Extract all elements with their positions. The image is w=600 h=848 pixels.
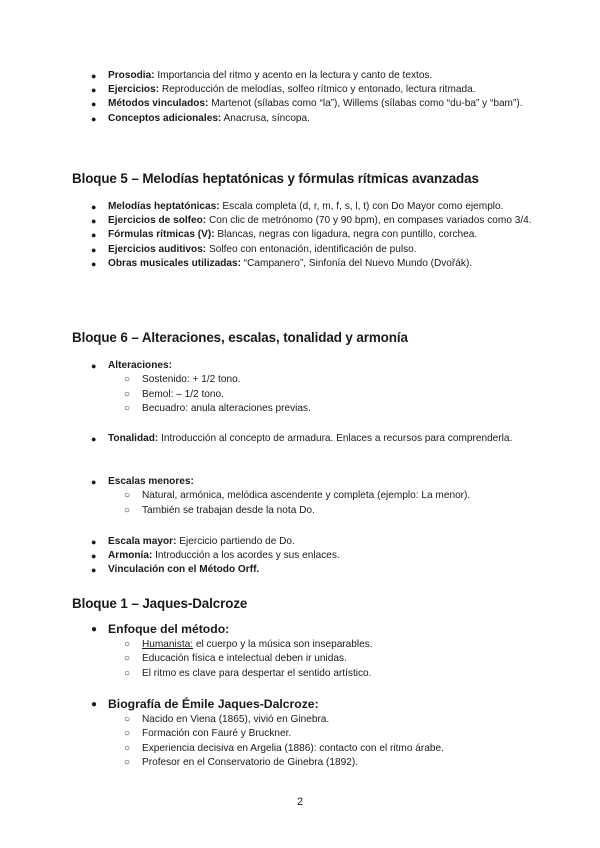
sub-bullet-icon: ○ xyxy=(124,653,131,665)
list-item: ● Alteraciones: ○ Sostenido: + 1/2 tono. ○ Bemol: – 1/2 tono. ○ Becuadro: anula alteraciones previas. xyxy=(0,359,600,417)
sub-bullet-icon: ○ xyxy=(124,667,131,679)
sub-list-item: ○ El ritmo es clave para despertar el sentido artístico. xyxy=(108,667,540,682)
sub-list-item: ○ Educación física e intelectual deben ir unidas. xyxy=(108,652,540,667)
sub-list-item: ○ Experiencia decisiva en Argelia (1886): contacto con el ritmo árabe. xyxy=(108,742,540,757)
list-item: ● Ejercicios auditivos: Solfeo con entonación, identificación de pulso. xyxy=(0,243,600,257)
sub-bullet-icon: ○ xyxy=(124,374,131,386)
bloque6-list-rest xyxy=(0,535,600,578)
list-item: ● Enfoque del método: ○ Humanista: el cuerpo y la música son inseparables. ○ Educación física e intelectual deben ir unidas. ○ El ritmo es clave para despertar el sentido artístico. xyxy=(0,622,600,681)
intro-list xyxy=(0,69,600,126)
list-item: ● Ejercicios de solfeo: Con clic de metrónomo (70 y 90 bpm), en compases variados como 3/4. xyxy=(0,214,600,228)
sub-list xyxy=(108,373,540,417)
bullet-icon: ● xyxy=(91,537,97,547)
bullet-icon: ● xyxy=(91,113,97,124)
list-item: ● Escalas menores: ○ Natural, armónica, melódica ascendente y completa (ejemplo: La menor). ○ También se trabajan desde la nota Do. xyxy=(0,475,600,518)
sub-list-item: ○ Nacido en Viena (1865), vivió en Ginebra. xyxy=(108,713,540,728)
bloque6-list-alteraciones xyxy=(0,359,600,417)
list-item: ● Escala mayor: Ejercicio partiendo de Do. xyxy=(0,535,600,549)
section-heading-bloque-5: Bloque 5 – Melodías heptatónicas y fórmulas rítmicas avanzadas xyxy=(72,171,479,186)
sub-list-item: ○ Becuadro: anula alteraciones previas. xyxy=(108,402,540,417)
bullet-icon: ● xyxy=(91,71,97,81)
bloque6-list-escalas-menores xyxy=(0,475,600,518)
sub-list-item: ○ Natural, armónica, melódica ascendente y completa (ejemplo: La menor). xyxy=(108,489,540,504)
sub-list-item: ○ Humanista: el cuerpo y la música son inseparables. xyxy=(108,638,540,653)
sub-bullet-icon: ○ xyxy=(124,638,131,650)
bloque6-list-tonalidad xyxy=(0,432,600,446)
bullet-icon: ● xyxy=(91,624,98,635)
sub-bullet-icon: ○ xyxy=(124,403,131,415)
bullet-icon: ● xyxy=(91,230,97,241)
list-item: ● Biografía de Émile Jaques-Dalcroze: ○ Nacido en Viena (1865), vivió en Ginebra. ○ Formación con Fauré y Bruckner. ○ Experiencia decisiva en Argelia (1886): contacto con el ritmo árabe. ○ Profesor en el Conservatorio de Ginebra (1892). xyxy=(0,697,600,771)
bullet-icon: ● xyxy=(91,99,97,110)
list-item: ● Prosodia: Importancia del ritmo y acento en la lectura y canto de textos. xyxy=(0,69,600,83)
page-number: 2 xyxy=(296,796,304,808)
list-item: ● Obras musicales utilizadas: “Campanero”, Sinfonía del Nuevo Mundo (Dvořák). xyxy=(0,257,600,271)
bloque1-list-biografia xyxy=(0,697,600,771)
list-item: ● Ejercicios: Reproducción de melodías, solfeo rítmico y entonado, lectura ritmada. xyxy=(0,83,600,97)
list-item: ● Fórmulas rítmicas (V): Blancas, negras con ligadura, negra con puntillo, corchea. xyxy=(0,228,600,242)
bullet-icon: ● xyxy=(91,477,97,487)
list-item: ● Conceptos adicionales: Anacrusa, síncopa. xyxy=(0,112,600,126)
bloque5-list xyxy=(0,200,600,271)
list-item: ● Armonía: Introducción a los acordes y sus enlaces. xyxy=(0,549,600,563)
list-item: ● Vinculación con el Método Orff. xyxy=(0,563,600,577)
bullet-icon: ● xyxy=(91,202,97,212)
bullet-icon: ● xyxy=(91,216,97,227)
sub-list-item: ○ Formación con Fauré y Bruckner. xyxy=(108,727,540,742)
bullet-icon: ● xyxy=(91,258,97,269)
bullet-icon: ● xyxy=(91,565,97,576)
sub-list-item: ○ Sostenido: + 1/2 tono. xyxy=(108,373,540,388)
list-item: ● Métodos vinculados: Martenot (sílabas como “la”), Willems (sílabas como “du-ba” y “bam”). xyxy=(0,97,600,111)
bullet-icon: ● xyxy=(91,434,97,444)
sub-list-item: ○ Bemol: – 1/2 tono. xyxy=(108,388,540,403)
section-heading-bloque-1: Bloque 1 – Jaques-Dalcroze xyxy=(72,596,248,611)
sub-bullet-icon: ○ xyxy=(124,504,131,516)
sub-bullet-icon: ○ xyxy=(124,388,131,400)
sub-list-item: ○ También se trabajan desde la nota Do. xyxy=(108,504,540,519)
bullet-icon: ● xyxy=(91,699,98,710)
sub-list xyxy=(108,713,540,771)
sub-bullet-icon: ○ xyxy=(124,757,131,769)
list-item: ● Melodías heptatónicas: Escala completa (d, r, m, f, s, l, t) con Do Mayor como ejemplo. xyxy=(0,200,600,214)
section-heading-bloque-6: Bloque 6 – Alteraciones, escalas, tonalidad y armonía xyxy=(72,330,408,345)
sub-list xyxy=(108,489,540,518)
sub-list xyxy=(108,638,540,682)
sub-list-item: ○ Profesor en el Conservatorio de Ginebra (1892). xyxy=(108,756,540,771)
sub-bullet-icon: ○ xyxy=(124,713,131,725)
sub-bullet-icon: ○ xyxy=(124,490,131,502)
list-item: ● Tonalidad: Introducción al concepto de armadura. Enlaces a recursos para comprenderla. xyxy=(0,432,600,446)
sub-bullet-icon: ○ xyxy=(124,728,131,740)
bullet-icon: ● xyxy=(91,361,97,371)
bloque1-list-enfoque xyxy=(0,622,600,681)
bullet-icon: ● xyxy=(91,85,97,96)
sub-bullet-icon: ○ xyxy=(124,742,131,754)
bullet-icon: ● xyxy=(91,244,97,255)
bullet-icon: ● xyxy=(91,551,97,562)
